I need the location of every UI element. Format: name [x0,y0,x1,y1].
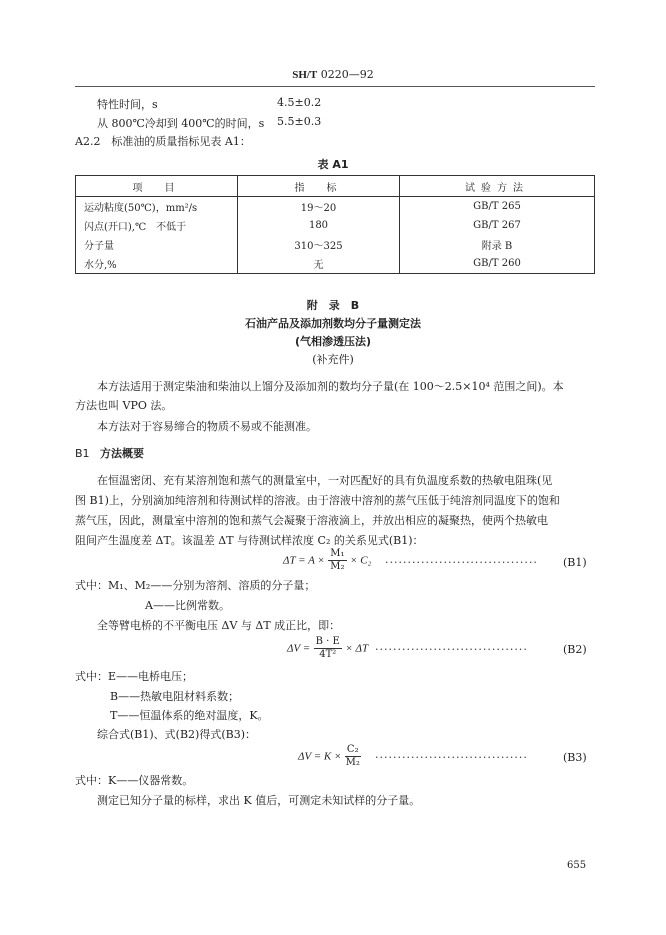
where-line: B——热敏电阻材料系数； [110,690,240,703]
appendix-label: 附 录 B [306,299,360,312]
paragraph: 蒸气压，因此，测量室中溶剂的饱和蒸气会凝聚于溶液滴上，并放出相应的凝聚热，使两个热敏电 [75,514,548,527]
paragraph: 综合式(B1)、式(B2)得式(B3)： [97,728,256,741]
paragraph: 测定已知分子量的标样，求出 K 值后，可测定未知试样的分子量。 [97,794,421,807]
column-header: 项 目 [76,176,238,197]
cell: 310～325 [238,235,400,254]
equation-leader: ·································· [375,643,528,656]
section-heading-b1: B1 方法概要 [75,447,145,460]
a-item-label: 特性时间，s [97,98,158,111]
equation-tag: (B3) [563,751,587,764]
paragraph: 方法也叫 VPO 法。 [75,399,173,412]
a-item-value: 4.5±0.2 [277,96,322,109]
equation-tag: (B1) [563,556,587,569]
table-title: 表 A1 [317,158,349,171]
where-line: 式中：K——仪器常数。 [75,774,194,787]
paragraph: 本方法适用于测定柴油和柴油以上馏分及添加剂的数均分子量(在 100～2.5×10⁴ 范围之间)。本 [97,380,564,393]
where-line: T——恒温体系的绝对温度，K。 [110,709,269,722]
cell: GB/T 260 [473,258,521,269]
column-header: 试验方法 [400,176,595,197]
cell: 分子量 [76,235,238,254]
section-a22: A2.2 标准油的质量指标见表 A1： [75,135,251,148]
where-line: 式中：M₁、M₂——分别为溶剂、溶质的分子量； [75,579,316,592]
equation-b3: ΔV = K × $\frac{\text{C₂}}{\text{M₂}}$ [298,744,360,768]
table-row [76,216,595,235]
paragraph: 在恒温密闭、充有某溶剂饱和蒸气的测量室中，一对匹配好的具有负温度系数的热敏电阻珠(见 [97,474,553,487]
a-item-label: 从 800℃冷却到 400℃的时间，s [97,117,265,130]
cell: 附录 B [481,241,513,252]
cell: GB/T 267 [473,220,521,231]
where-line: A——比例常数。 [145,599,230,612]
paragraph: 阻间产生温度差 ΔT。该温差 ΔT 与待测试样浓度 C₂ 的关系见式(B1)： [75,534,424,547]
cell: 19～20 [238,197,400,217]
equation-b2: ΔV = $\frac{B \cdot E}{\text{4T²}}$ × ΔT [287,636,369,660]
table-row [76,254,595,274]
paragraph: 图 B1)上，分别滴加纯溶剂和待测试样的溶液。由于溶液中溶剂的蒸气压低于纯溶剂同温度下的饱和 [75,494,560,507]
page-number: 655 [567,860,587,871]
equation-leader: ·································· [375,751,528,764]
appendix-note: (补充件) [312,353,354,366]
cell: 运动粘度(50℃)，mm²/s [76,197,238,217]
cell: 闪点(开口),℃ 不低于 [76,216,238,235]
cell: GB/T 265 [473,201,521,212]
cell: 水分,% [76,254,238,274]
column-header: 指 标 [238,176,400,197]
appendix-subtitle: (气相渗透压法) [294,335,372,348]
table-row [76,197,595,217]
table-a1 [75,175,595,274]
table-row [76,235,595,254]
appendix-title: 石油产品及添加剂数均分子量测定法 [245,317,421,330]
document-code: SH/T 0220—92 [292,68,374,81]
paragraph: 本方法对于容易缔合的物质不易或不能测准。 [97,420,317,433]
table-header-row [76,176,595,197]
equation-leader: ·································· [385,556,538,569]
a-item-value: 5.5±0.3 [277,115,322,128]
paragraph: 全等臂电桥的不平衡电压 ΔV 与 ΔT 成正比，即： [97,619,341,632]
header-rule [75,86,595,87]
cell: 180 [238,216,400,235]
where-line: 式中：E——电桥电压； [75,670,194,683]
cell: 无 [238,254,400,274]
equation-b1: ΔT = A × $\frac{\text{M₁}}{\text{M₂}}$ × C₂ [283,548,372,572]
equation-tag: (B2) [563,643,587,656]
